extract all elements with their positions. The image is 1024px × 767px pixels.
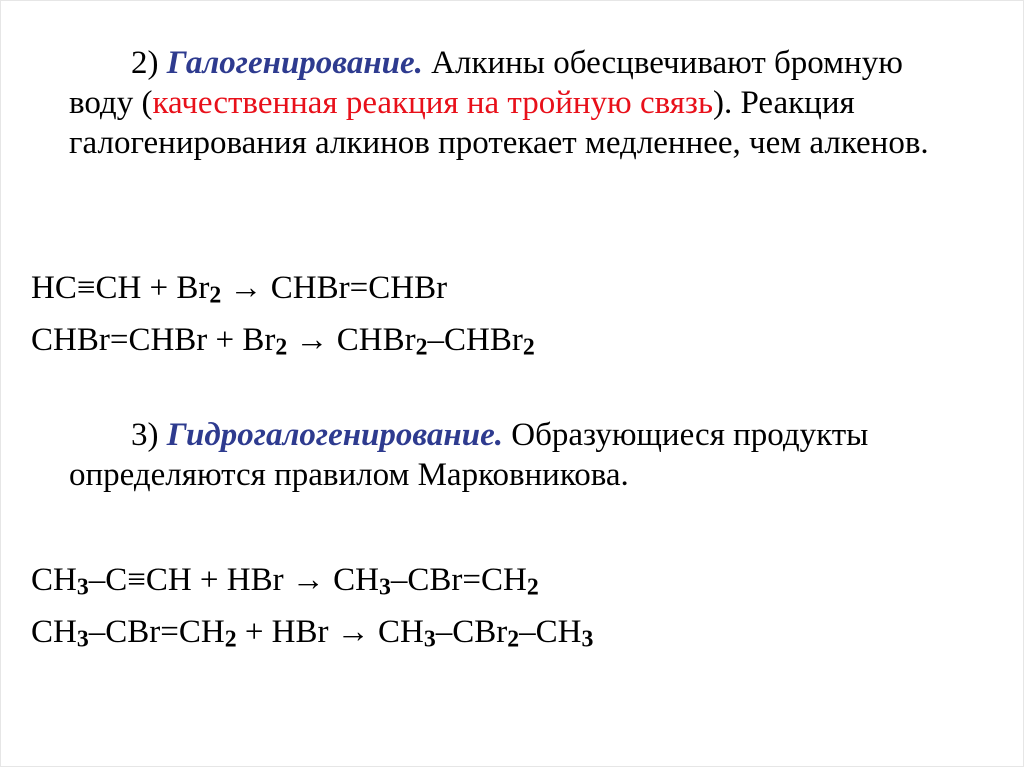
section-2-text-2: ). Реакция галогенирования алкинов протекает медленнее, чем алкенов.: [69, 85, 929, 161]
equation-3: $CH_3-C\equiv CH$ + HBr → $CH_3-CBr=CH_2$: [31, 562, 539, 601]
section-2-number: 2): [131, 45, 159, 81]
equation-1: $HC\equiv CH + Br_2$ → CHBr=CHBr: [31, 270, 448, 309]
section-2-highlight: качественная реакция на тройную связь: [152, 85, 714, 121]
section-2-text-1: Алкины обесцвечивают бромную воду (: [69, 45, 903, 121]
equation-4: $CH_3-CBr=CH_2$ + HBr → $CH_3-CBr_2-CH_3$: [31, 614, 594, 653]
section-2-term: Галогенирование.: [166, 45, 423, 81]
section-3-term: Гидрогалогенирование.: [166, 417, 503, 453]
section-3-number: 3): [131, 417, 159, 453]
section-2-paragraph: [69, 43, 939, 163]
section-3-paragraph: [69, 415, 939, 495]
equation-2: CHBr=CHBr + $Br_2$ → CHBr$_2$–CHBr$_2$: [31, 322, 535, 361]
section-3-text-1: Образующиеся продукты определяются правилом Марковникова.: [69, 417, 869, 493]
